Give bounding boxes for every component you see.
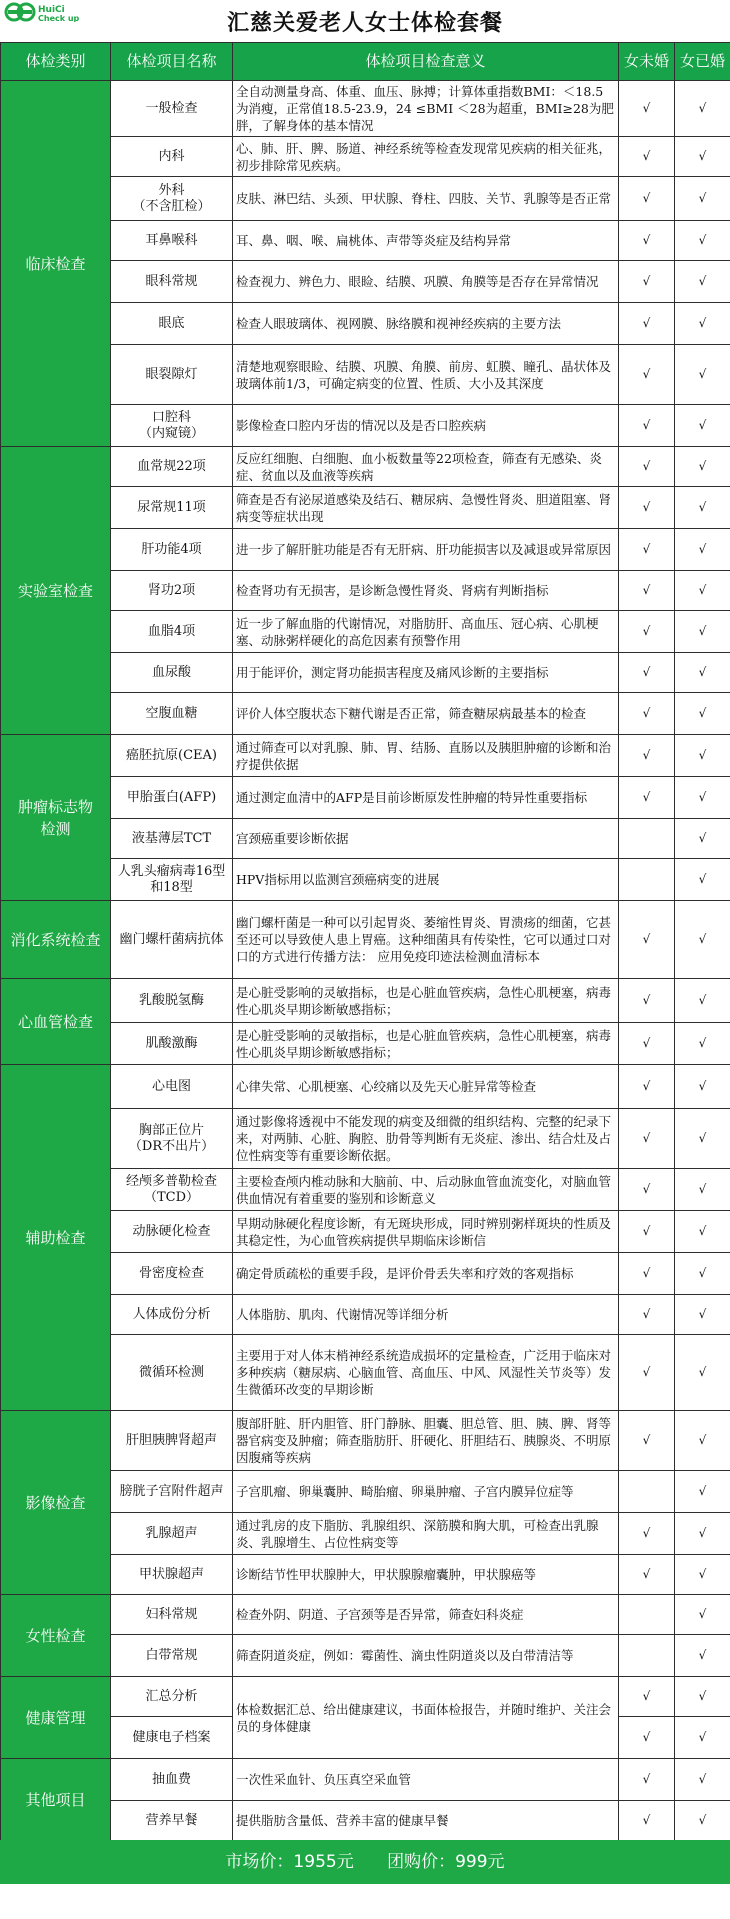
married-check: √ <box>675 1471 730 1513</box>
item-name: 肝功能4项 <box>111 529 233 571</box>
item-description: 心、肺、肝、脾、肠道、神经系统等检查发现常见疾病的相关征兆，初步排除常见疾病。 <box>233 137 619 177</box>
item-name: 心电图 <box>111 1065 233 1109</box>
married-check: √ <box>675 1717 730 1759</box>
item-description: 一次性采血针、负压真空采血管 <box>233 1759 619 1801</box>
unmarried-check: √ <box>619 303 675 345</box>
table-row <box>1 819 730 859</box>
item-name: 眼裂隙灯 <box>111 345 233 405</box>
item-description: 主要用于对人体末梢神经系统造成损坏的定量检查，广泛用于临床对多种疾病（糖尿病、心脑血管、高血压、中风、风湿性关节炎等）发生微循环改变的早期诊断 <box>233 1335 619 1411</box>
unmarried-check: √ <box>619 137 675 177</box>
market-price: 市场价：1955元 <box>225 1852 354 1872</box>
item-description: 主要检查颅内椎动脉和大脑前、中、后动脉血管血流变化，对脑血管供血情况有着重要的鉴别和诊断意义 <box>233 1169 619 1211</box>
item-name: 眼底 <box>111 303 233 345</box>
table-row <box>1 1411 730 1471</box>
unmarried-check: √ <box>619 653 675 693</box>
unmarried-check: √ <box>619 1253 675 1295</box>
unmarried-check: √ <box>619 735 675 777</box>
item-name: 液基薄层TCT <box>111 819 233 859</box>
table-row <box>1 611 730 653</box>
item-description: 检查肾功有无损害，是诊断急慢性肾炎、肾病有判断指标 <box>233 571 619 611</box>
table-row <box>1 735 730 777</box>
married-check: √ <box>675 1801 730 1841</box>
item-name: 乳酸脱氢酶 <box>111 979 233 1023</box>
married-check: √ <box>675 221 730 261</box>
item-description: 耳、鼻、咽、喉、扁桃体、声带等炎症及结构异常 <box>233 221 619 261</box>
married-check: √ <box>675 1759 730 1801</box>
married-check: √ <box>675 735 730 777</box>
item-description: 幽门螺杆菌是一种可以引起胃炎、萎缩性胃炎、胃溃疡的细菌，它甚至还可以导致使人患上胃癌。这种细菌具有传染性，它可以通过口对口的方式进行传播方法： 应用免疫印迹法检测血清标本 <box>233 901 619 979</box>
unmarried-check: √ <box>619 1677 675 1717</box>
item-name: 抽血费 <box>111 1759 233 1801</box>
item-name: 幽门螺杆菌病抗体 <box>111 901 233 979</box>
married-check: √ <box>675 345 730 405</box>
table-row <box>1 529 730 571</box>
married-check: √ <box>675 859 730 901</box>
table-row <box>1 1335 730 1411</box>
item-description: 通过测定血清中的AFP是目前诊断原发性肿瘤的特异性重要指标 <box>233 777 619 819</box>
table-row <box>1 1169 730 1211</box>
item-name: 眼科常规 <box>111 261 233 303</box>
married-check: √ <box>675 1513 730 1555</box>
item-description: 确定骨质疏松的重要手段，是评价骨丢失率和疗效的客观指标 <box>233 1253 619 1295</box>
unmarried-check: √ <box>619 1169 675 1211</box>
married-check: √ <box>675 653 730 693</box>
item-description: 检查视力、辨色力、眼睑、结膜、巩膜、角膜等是否存在异常情况 <box>233 261 619 303</box>
item-name: 耳鼻喉科 <box>111 221 233 261</box>
price-footer <box>0 1840 730 1884</box>
unmarried-check <box>619 1471 675 1513</box>
table-row <box>1 1759 730 1801</box>
married-check: √ <box>675 1635 730 1677</box>
item-name: 骨密度检查 <box>111 1253 233 1295</box>
item-description: 皮肤、淋巴结、头颈、甲状腺、脊柱、四肢、关节、乳腺等是否正常 <box>233 177 619 221</box>
unmarried-check: √ <box>619 1109 675 1169</box>
table-row <box>1 1555 730 1595</box>
unmarried-check: √ <box>619 1801 675 1841</box>
item-name: 肾功2项 <box>111 571 233 611</box>
item-description: 全自动测量身高、体重、血压、脉搏；计算体重指数BMI：＜18.5为消瘦，正常值18.5-23.9，24 ≤BMI ＜28为超重，BMI≥28为肥胖，了解身体的基本情况 <box>233 81 619 137</box>
header-category: 体检类别 <box>1 43 111 81</box>
unmarried-check: √ <box>619 1023 675 1065</box>
item-description: 通过乳房的皮下脂肪、乳腺组织、深筋膜和胸大肌，可检查出乳腺炎、乳腺增生、占位性病变等 <box>233 1513 619 1555</box>
item-description: 筛查阴道炎症，例如：霉菌性、滴虫性阴道炎以及白带清洁等 <box>233 1635 619 1677</box>
item-name: 外科 （不含肛检） <box>111 177 233 221</box>
item-name: 口腔科 （内窥镜） <box>111 405 233 447</box>
table-row <box>1 1109 730 1169</box>
item-description: 早期动脉硬化程度诊断，有无斑块形成，同时辨别粥样斑块的性质及其稳定性，为心血管疾病提供早期临床诊断信 <box>233 1211 619 1253</box>
table-body <box>1 81 730 1841</box>
unmarried-check: √ <box>619 1295 675 1335</box>
married-check: √ <box>675 1211 730 1253</box>
unmarried-check: √ <box>619 405 675 447</box>
table-row <box>1 487 730 529</box>
married-check: √ <box>675 1677 730 1717</box>
table-row <box>1 1471 730 1513</box>
table-row <box>1 1595 730 1635</box>
married-check: √ <box>675 137 730 177</box>
exam-table <box>0 42 730 1841</box>
item-name: 胸部正位片 （DR不出片） <box>111 1109 233 1169</box>
unmarried-check: √ <box>619 1759 675 1801</box>
table-row <box>1 1065 730 1109</box>
header-description: 体检项目检查意义 <box>233 43 619 81</box>
item-description: 检查外阴、阴道、子宫颈等是否异常，筛查妇科炎症 <box>233 1595 619 1635</box>
unmarried-check: √ <box>619 979 675 1023</box>
item-description: 提供脂肪含量低、营养丰富的健康早餐 <box>233 1801 619 1841</box>
married-check: √ <box>675 1169 730 1211</box>
married-check: √ <box>675 979 730 1023</box>
logo-text-bottom: Check up <box>38 14 80 22</box>
married-check: √ <box>675 303 730 345</box>
item-name: 汇总分析 <box>111 1677 233 1717</box>
table-row <box>1 1513 730 1555</box>
item-description: 宫颈癌重要诊断依据 <box>233 819 619 859</box>
item-description: 通过筛查可以对乳腺、肺、胃、结肠、直肠以及胰胆肿瘤的诊断和治疗提供依据 <box>233 735 619 777</box>
table-row <box>1 693 730 735</box>
item-description: 是心脏受影响的灵敏指标，也是心脏血管疾病，急性心肌梗塞，病毒性心肌炎早期诊断敏感指标； <box>233 1023 619 1065</box>
page-header <box>0 0 730 42</box>
item-name: 肝胆胰脾肾超声 <box>111 1411 233 1471</box>
table-row <box>1 405 730 447</box>
item-description: 进一步了解肝脏功能是否有无肝病、肝功能损害以及减退或异常原因 <box>233 529 619 571</box>
item-description: 体检数据汇总、给出健康建议，书面体检报告，并随时维护、关注会员的身体健康 <box>233 1677 619 1759</box>
unmarried-check: √ <box>619 777 675 819</box>
item-description: 腹部肝脏、肝内胆管、肝门静脉、胆囊、胆总管、胆、胰、脾、肾等器官病变及肿瘤；筛查脂肪肝、肝硬化、肝胆结石、胰腺炎、不明原因腹痛等疾病 <box>233 1411 619 1471</box>
unmarried-check: √ <box>619 221 675 261</box>
table-row <box>1 221 730 261</box>
married-check: √ <box>675 1295 730 1335</box>
category-cell: 消化系统检查 <box>1 901 111 979</box>
item-name: 癌胚抗原(CEA) <box>111 735 233 777</box>
item-name: 动脉硬化检查 <box>111 1211 233 1253</box>
item-description: 通过影像将透视中不能发现的病变及细微的组织结构、完整的纪录下来，对两肺、心脏、胸腔、肋骨等判断有无炎症、渗出、结合灶及占位性病变等有重要诊断依据。 <box>233 1109 619 1169</box>
unmarried-check: √ <box>619 1335 675 1411</box>
table-row <box>1 979 730 1023</box>
table-row <box>1 261 730 303</box>
table-row <box>1 901 730 979</box>
item-name: 一般检查 <box>111 81 233 137</box>
table-row <box>1 777 730 819</box>
category-cell: 影像检查 <box>1 1411 111 1595</box>
married-check: √ <box>675 81 730 137</box>
unmarried-check: √ <box>619 177 675 221</box>
unmarried-check <box>619 859 675 901</box>
item-name: 乳腺超声 <box>111 1513 233 1555</box>
married-check: √ <box>675 1065 730 1109</box>
item-name: 血脂4项 <box>111 611 233 653</box>
unmarried-check: √ <box>619 1717 675 1759</box>
item-name: 甲状腺超声 <box>111 1555 233 1595</box>
unmarried-check: √ <box>619 1065 675 1109</box>
unmarried-check: √ <box>619 1211 675 1253</box>
unmarried-check: √ <box>619 1513 675 1555</box>
category-cell: 辅助检查 <box>1 1065 111 1411</box>
item-description: 筛查是否有泌尿道感染及结石、糖尿病、急慢性肾炎、胆道阻塞、肾病变等症状出现 <box>233 487 619 529</box>
item-name: 经颅多普勒检查 （TCD） <box>111 1169 233 1211</box>
table-row <box>1 653 730 693</box>
married-check: √ <box>675 777 730 819</box>
category-cell: 女性检查 <box>1 1595 111 1677</box>
category-cell: 健康管理 <box>1 1677 111 1759</box>
table-row <box>1 1295 730 1335</box>
unmarried-check: √ <box>619 611 675 653</box>
item-name: 膀胱子宫附件超声 <box>111 1471 233 1513</box>
unmarried-check: √ <box>619 261 675 303</box>
table-row <box>1 447 730 487</box>
item-name: 人体成份分析 <box>111 1295 233 1335</box>
item-description: 心律失常、心肌梗塞、心绞痛以及先天心脏异常等检查 <box>233 1065 619 1109</box>
table-row <box>1 1801 730 1841</box>
category-cell: 其他项目 <box>1 1759 111 1841</box>
table-row <box>1 345 730 405</box>
table-row <box>1 1023 730 1065</box>
table-row <box>1 137 730 177</box>
married-check: √ <box>675 447 730 487</box>
category-cell: 肿瘤标志物 检测 <box>1 735 111 901</box>
married-check: √ <box>675 1023 730 1065</box>
item-description: HPV指标用以监测宫颈癌病变的进展 <box>233 859 619 901</box>
unmarried-check: √ <box>619 345 675 405</box>
unmarried-check <box>619 819 675 859</box>
unmarried-check: √ <box>619 487 675 529</box>
unmarried-check: √ <box>619 1555 675 1595</box>
table-row <box>1 177 730 221</box>
unmarried-check: √ <box>619 901 675 979</box>
item-description: 评价人体空腹状态下糖代谢是否正常，筛查糖尿病最基本的检查 <box>233 693 619 735</box>
item-description: 人体脂肪、肌肉、代谢情况等详细分析 <box>233 1295 619 1335</box>
item-description: 检查人眼玻璃体、视网膜、脉络膜和视神经疾病的主要方法 <box>233 303 619 345</box>
category-cell: 临床检查 <box>1 81 111 447</box>
item-name: 血尿酸 <box>111 653 233 693</box>
married-check: √ <box>675 1253 730 1295</box>
married-check: √ <box>675 611 730 653</box>
item-name: 妇科常规 <box>111 1595 233 1635</box>
item-description: 是心脏受影响的灵敏指标，也是心脏血管疾病，急性心肌梗塞，病毒性心肌炎早期诊断敏感指标； <box>233 979 619 1023</box>
item-description: 用于能评价，测定肾功能损害程度及痛风诊断的主要指标 <box>233 653 619 693</box>
married-check: √ <box>675 1335 730 1411</box>
item-description: 清楚地观察眼睑、结膜、巩膜、角膜、前房、虹膜、瞳孔、晶状体及玻璃体前1/3，可确定病变的位置、性质、大小及其深度 <box>233 345 619 405</box>
page-title: 汇慈关爱老人女士体检套餐 <box>226 11 503 36</box>
item-name: 甲胎蛋白(AFP) <box>111 777 233 819</box>
item-name: 营养早餐 <box>111 1801 233 1841</box>
married-check: √ <box>675 177 730 221</box>
married-check: √ <box>675 405 730 447</box>
table-row <box>1 571 730 611</box>
table-row <box>1 859 730 901</box>
logo-text-top: HuiCi <box>38 5 65 15</box>
item-description: 诊断结节性甲状腺肿大，甲状腺腺瘤囊肿，甲状腺癌等 <box>233 1555 619 1595</box>
item-description: 子宫肌瘤、卵巢囊肿、畸胎瘤、卵巢肿瘤、子宫内膜异位症等 <box>233 1471 619 1513</box>
unmarried-check: √ <box>619 529 675 571</box>
item-name: 尿常规11项 <box>111 487 233 529</box>
item-name: 健康电子档案 <box>111 1717 233 1759</box>
unmarried-check: √ <box>619 447 675 487</box>
married-check: √ <box>675 487 730 529</box>
married-check: √ <box>675 1411 730 1471</box>
category-cell: 心血管检查 <box>1 979 111 1065</box>
header-unmarried: 女未婚 <box>619 43 675 81</box>
category-cell: 实验室检查 <box>1 447 111 735</box>
item-description: 近一步了解血脂的代谢情况，对脂肪肝、高血压、冠心病、心肌梗塞、动脉粥样硬化的高危因素有预警作用 <box>233 611 619 653</box>
table-row <box>1 1635 730 1677</box>
unmarried-check: √ <box>619 693 675 735</box>
item-description: 影像检查口腔内牙齿的情况以及是否口腔疾病 <box>233 405 619 447</box>
table-row <box>1 1677 730 1717</box>
header-item-name: 体检项目名称 <box>111 43 233 81</box>
unmarried-check: √ <box>619 571 675 611</box>
table-row <box>1 303 730 345</box>
married-check: √ <box>675 529 730 571</box>
married-check: √ <box>675 819 730 859</box>
married-check: √ <box>675 1595 730 1635</box>
unmarried-check <box>619 1595 675 1635</box>
married-check: √ <box>675 901 730 979</box>
item-name: 空腹血糖 <box>111 693 233 735</box>
unmarried-check: √ <box>619 81 675 137</box>
table-row <box>1 1211 730 1253</box>
item-name: 白带常规 <box>111 1635 233 1677</box>
unmarried-check: √ <box>619 1411 675 1471</box>
item-name: 血常规22项 <box>111 447 233 487</box>
header-married: 女已婚 <box>675 43 730 81</box>
item-description: 反应红细胞、白细胞、血小板数量等22项检查，筛查有无感染、炎症、贫血以及血液等疾病 <box>233 447 619 487</box>
item-name: 内科 <box>111 137 233 177</box>
married-check: √ <box>675 571 730 611</box>
table-header-row <box>1 43 730 81</box>
item-name: 人乳头瘤病毒16型和18型 <box>111 859 233 901</box>
unmarried-check <box>619 1635 675 1677</box>
married-check: √ <box>675 261 730 303</box>
item-name: 微循环检测 <box>111 1335 233 1411</box>
table-row <box>1 81 730 137</box>
item-name: 肌酸激酶 <box>111 1023 233 1065</box>
table-row <box>1 1253 730 1295</box>
married-check: √ <box>675 1109 730 1169</box>
group-price: 团购价：999元 <box>387 1852 505 1872</box>
married-check: √ <box>675 1555 730 1595</box>
married-check: √ <box>675 693 730 735</box>
